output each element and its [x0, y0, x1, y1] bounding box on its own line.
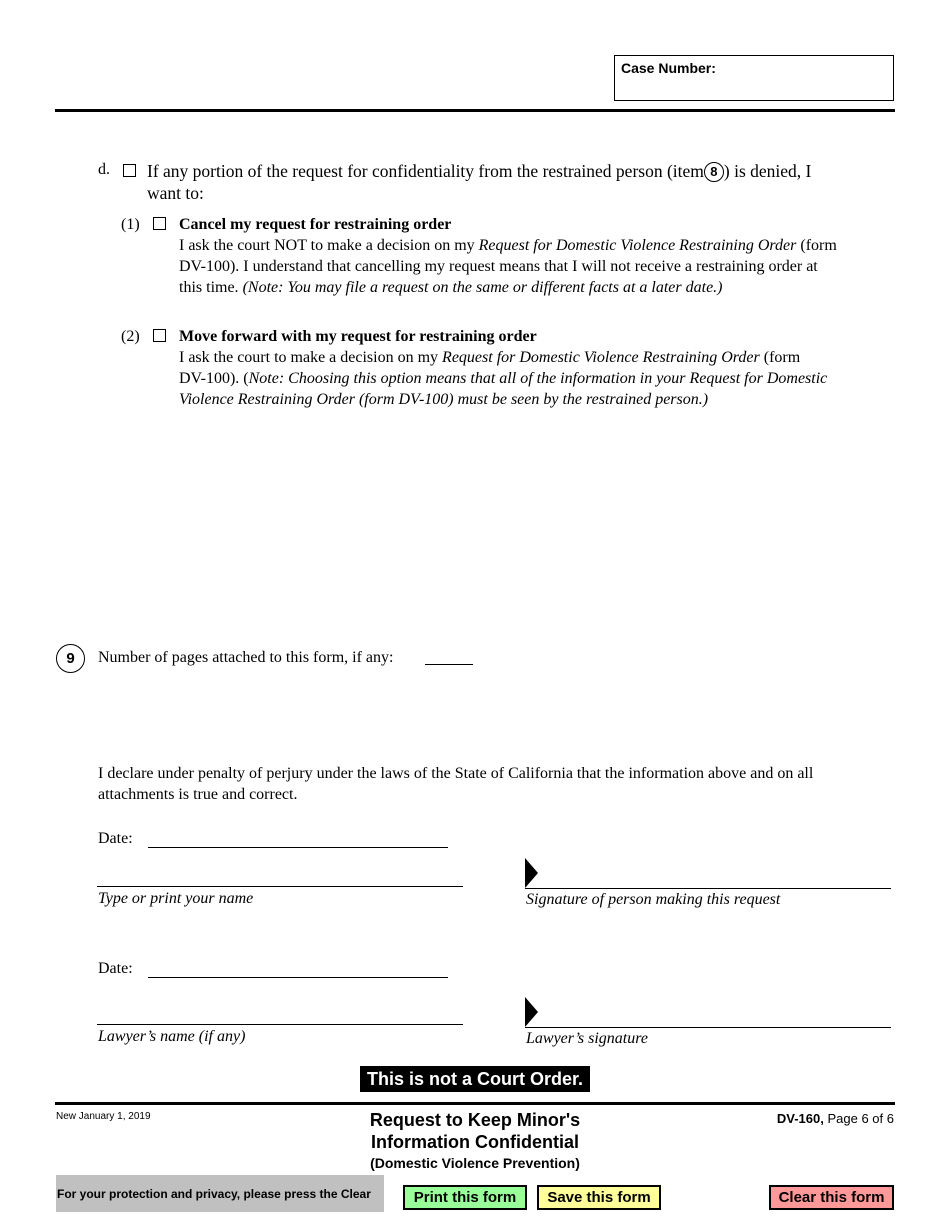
item-9-circle	[56, 644, 85, 673]
option-1-note: (Note: You may file a request on the same or different facts at a later date.)	[242, 279, 723, 296]
option-2-note-end: Violence Restraining Order (form DV-100) must be seen by the restrained person.)	[179, 391, 709, 408]
not-court-order-notice	[360, 1066, 590, 1092]
case-number-box[interactable]	[614, 55, 894, 101]
option-1-line1: I ask the court NOT to make a decision on my	[179, 237, 479, 254]
option-1-title: Cancel my request for restraining order	[179, 216, 452, 233]
signature-caption: Signature of person making this request	[526, 891, 781, 908]
option-1-number: (1)	[121, 216, 140, 233]
lawyer-name-field[interactable]	[97, 1024, 463, 1025]
form-title-line2: Information Confidential	[371, 1132, 579, 1152]
date-field-1[interactable]	[148, 847, 448, 848]
declaration-line1: I declare under penalty of perjury under the laws of the State of California that the information above and on all	[98, 765, 814, 782]
date-field-2[interactable]	[148, 977, 448, 978]
item-9-number: 9	[66, 650, 75, 667]
item-d-checkbox[interactable]	[123, 164, 136, 177]
option-2-note-start: Note: Choosing this option means that all of the information in your Request for Domestic	[248, 370, 828, 387]
item-d-letter: d.	[98, 161, 110, 178]
option-1-checkbox[interactable]	[153, 217, 166, 230]
item-d-text-line2: want to:	[147, 183, 204, 203]
lawyer-name-caption: Lawyer’s name (if any)	[98, 1028, 246, 1045]
option-2-title: Move forward with my request for restraining order	[179, 328, 537, 345]
form-title	[275, 1109, 675, 1174]
item-9-label: Number of pages attached to this form, if any:	[98, 649, 394, 666]
option-2-block	[179, 326, 899, 410]
case-number-label: Case Number:	[621, 60, 716, 76]
option-1-line1-end: (form	[796, 237, 837, 254]
print-button[interactable]	[403, 1185, 527, 1210]
revision-date: New January 1, 2019	[56, 1111, 151, 1122]
date-label-1: Date:	[98, 830, 133, 847]
option-2-number: (2)	[121, 328, 140, 345]
name-caption: Type or print your name	[98, 890, 254, 907]
item-d-text-before: If any portion of the request for confidentiality from the restrained person (item	[147, 161, 704, 181]
lawyer-signature-arrow-icon	[525, 997, 538, 1027]
option-2-checkbox[interactable]	[153, 329, 166, 342]
clear-label: Clear this form	[778, 1189, 885, 1206]
clear-button[interactable]	[769, 1185, 894, 1210]
option-1-form-title: Request for Domestic Violence Restraining Order	[478, 237, 797, 254]
declaration-text	[98, 763, 898, 805]
option-2-form-title: Request for Domestic Violence Restraining Order	[442, 349, 760, 366]
save-label: Save this form	[547, 1189, 651, 1206]
privacy-text: For your protection and privacy, please press the Clear	[57, 1186, 371, 1201]
option-1-block	[179, 214, 899, 298]
form-id: DV-160,	[776, 1111, 824, 1126]
save-button[interactable]	[537, 1185, 661, 1210]
signature-arrow-icon	[525, 858, 538, 888]
item-d-text-after: ) is denied, I	[723, 161, 812, 181]
item-ref-number: 8	[710, 164, 718, 179]
privacy-notice	[56, 1175, 384, 1212]
option-1-line3: this time.	[179, 279, 243, 296]
option-2-line1: I ask the court to make a decision on my	[179, 349, 443, 366]
footer-rule	[55, 1102, 895, 1105]
pages-attached-field[interactable]	[425, 664, 473, 665]
item-ref-circle	[704, 162, 724, 182]
lawyer-signature-caption: Lawyer’s signature	[526, 1030, 648, 1047]
date-label-2: Date:	[98, 960, 133, 977]
notice-text: This is not a Court Order.	[366, 1068, 584, 1089]
form-title-line1: Request to Keep Minor's	[369, 1110, 581, 1130]
option-2-line1-end: (form	[759, 349, 801, 366]
name-field[interactable]	[97, 886, 463, 887]
option-2-line2: DV-100). (	[179, 370, 249, 387]
page-info: Page 6 of 6	[823, 1111, 894, 1126]
declaration-line2: attachments is true and correct.	[98, 786, 298, 803]
print-label: Print this form	[413, 1189, 517, 1206]
form-subtitle: (Domestic Violence Prevention)	[370, 1155, 580, 1171]
option-1-line2: DV-100). I understand that cancelling my request means that I will not receive a restraining order at	[179, 258, 818, 275]
header-rule	[55, 109, 895, 112]
item-d-text	[147, 160, 887, 204]
page-indicator	[777, 1111, 894, 1126]
